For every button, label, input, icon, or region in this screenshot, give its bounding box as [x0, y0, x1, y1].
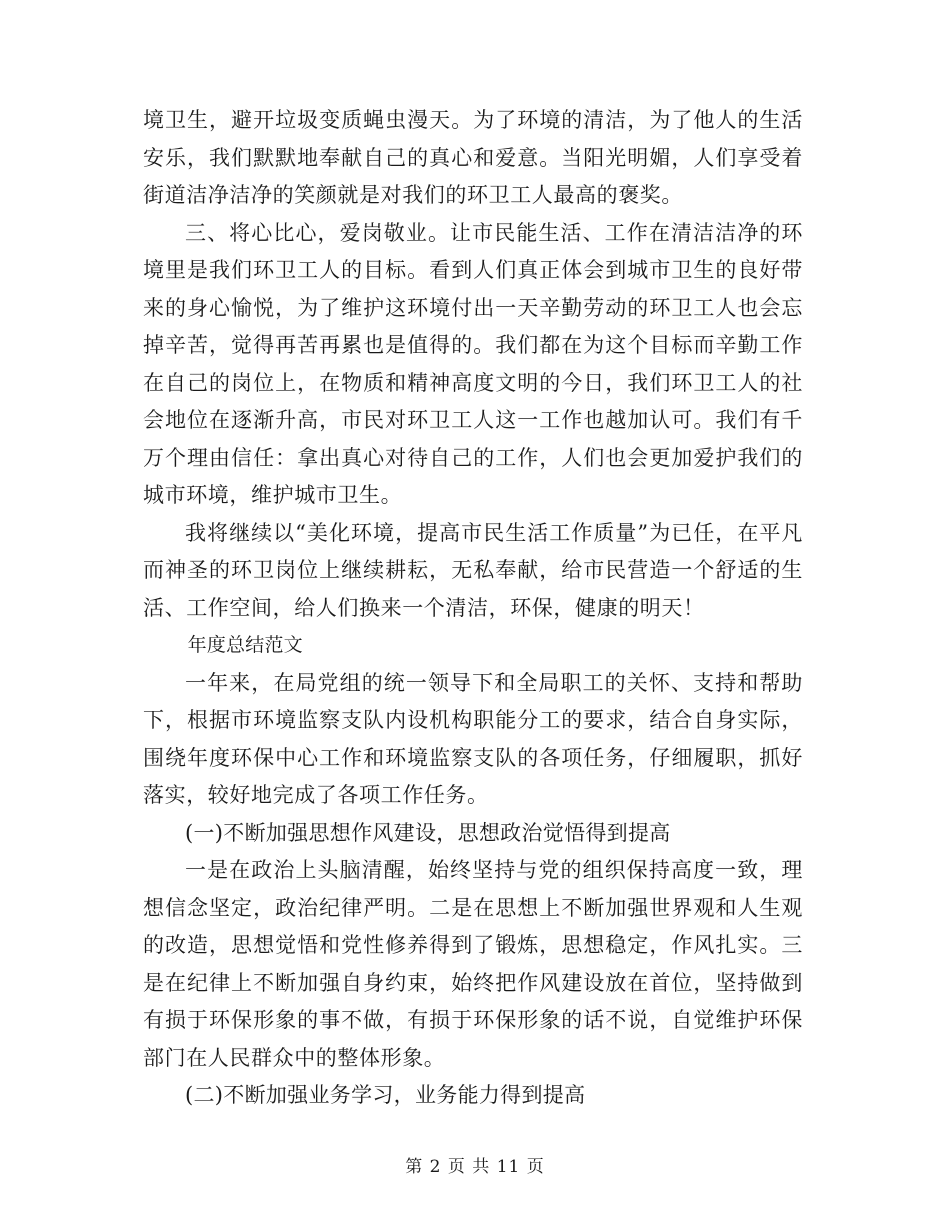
page-number-footer: 第 2 页 共 11 页 [405, 1157, 545, 1177]
paragraph-section-three: 三、将心比心，爱岗敬业。让市民能生活、工作在清洁洁净的环境里是我们环卫工人的目标。看到人们真正体会到城市卫生的良好带来的身心愉悦，为了维护这环境付出一天辛勤劳动的环卫工人也会忘掉辛苦，觉得再苦再累也是值得的。我们都在为这个目标而辛勤工作在自己的岗位上，在物质和精神高度文明的今日，我们环卫工人的社会地位在逐渐升高，市民对环卫工人这一工作也越加认可。我们有千万个理由信任：拿出真心对待自己的工作，人们也会更加爱护我们的城市环境，维护城市卫生。 [143, 220, 803, 507]
paragraph-closing-commitment: 我将继续以“美化环境，提高市民生活工作质量”为已任，在平凡而神圣的环卫岗位上继续耕耘，无私奉献，给市民营造一个舒适的生活、工作空间，给人们换来一个清洁，环保，健康的明天！ [143, 520, 803, 620]
section-title: 年度总结范文 [187, 634, 303, 656]
paragraph-intro-summary: 一年来，在局党组的统一领导下和全局职工的关怀、支持和帮助下，根据市环境监察支队内设机构职能分工的要求，结合自身实际，围绕年度环保中心工作和环境监察支队的各项任务，仔细履职，抓好落实，较好地完成了各项工作任务。 [143, 670, 803, 807]
subheading-business-study: (二)不断加强业务学习，业务能力得到提高 [185, 1083, 586, 1107]
paragraph-continuation: 境卫生，避开垃圾变质蝇虫漫天。为了环境的清洁，为了他人的生活安乐，我们默默地奉献自己的真心和爱意。当阳光明媚，人们享受着街道洁净洁净的笑颜就是对我们的环卫工人最高的褒奖。 [143, 108, 803, 207]
subheading-ideology: (一)不断加强思想作风建设，思想政治觉悟得到提高 [185, 820, 671, 845]
paragraph-ideology-detail: 一是在政治上头脑清醒，始终坚持与党的组织保持高度一致，理想信念坚定，政治纪律严明。二是在思想上不断加强世界观和人生观的改造，思想觉悟和党性修养得到了锻炼，思想稳定，作风扎实。三是在纪律上不断加强自身约束，始终把作风建设放在首位，坚持做到有损于环保形象的事不做，有损于环保形象的话不说，自觉维护环保部门在人民群众中的整体形象。 [143, 858, 803, 1070]
document-body [143, 102, 803, 1115]
